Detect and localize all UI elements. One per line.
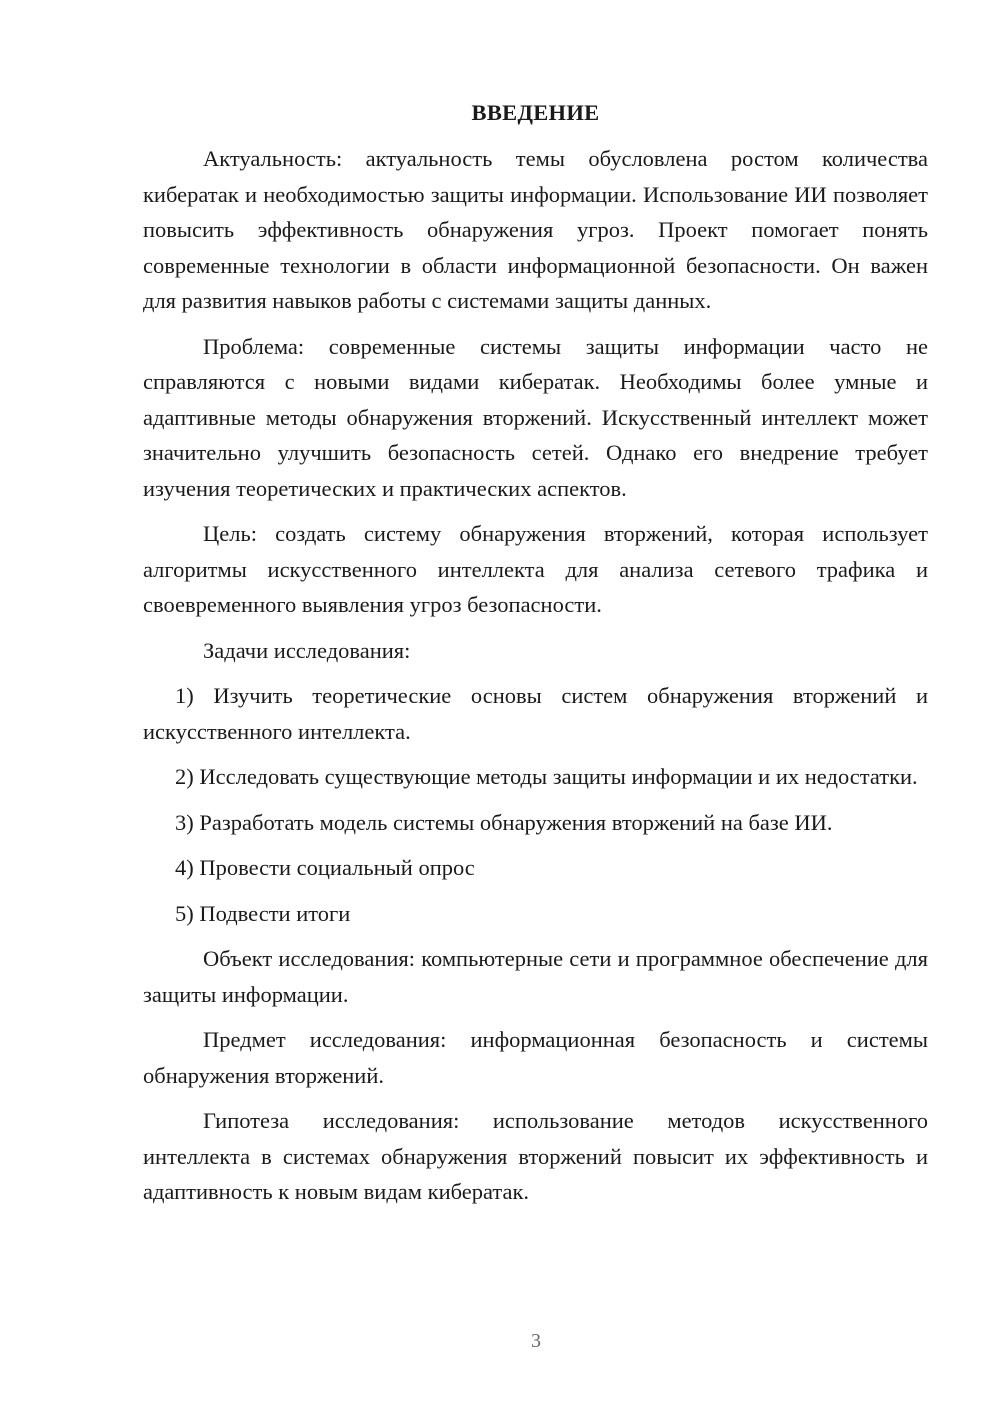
task-item-2: 2) Исследовать существующие методы защиты информации и их недостатки. bbox=[175, 764, 918, 789]
task-item-5: 5) Подвести итоги bbox=[175, 900, 351, 926]
page-title: ВВЕДЕНИЕ bbox=[471, 100, 600, 125]
subject-paragraph: Предмет исследования: информационная безопасность и системы обнаружения вторжений. bbox=[143, 1027, 928, 1088]
task-item-4: 4) Провести социальный опрос bbox=[175, 855, 475, 880]
goal-paragraph: Цель: создать систему обнаружения вторжений, которая использует алгоритмы искусственного интеллекта для анализа сетевого трафика и своевременного выявления угроз безопасности. bbox=[143, 521, 928, 617]
hypothesis-paragraph: Гипотеза исследования: использование методов искусственного интеллекта в системах обнаружения вторжений повысит их эффективность и адаптивность к новым видам кибератак. bbox=[143, 1108, 928, 1204]
page-content bbox=[143, 95, 928, 1210]
relevance-paragraph: Актуальность: актуальность темы обусловлена ростом количества кибератак и необходимостью защиты информации. Использование ИИ позволяет повысить эффективность обнаружения угроз. Проект помогает понять современные технологии в области информационной безопасности. Он важен для развития навыков работы с системами защиты данных. bbox=[143, 146, 928, 313]
page-number: 3 bbox=[531, 1330, 541, 1352]
problem-paragraph: Проблема: современные системы защиты информации часто не справляются с новыми видами кибератак. Необходимы более умные и адаптивные методы обнаружения вторжений. Искусственный интеллект может значительно улучшить безопасность сетей. Однако его внедрение требует изучения теоретических и практических аспектов. bbox=[143, 333, 928, 501]
task-item-1: 1) Изучить теоретические основы систем обнаружения вторжений и искусственного интеллекта. bbox=[143, 683, 928, 744]
task-item-3: 3) Разработать модель системы обнаружения вторжений на базе ИИ. bbox=[175, 809, 833, 835]
tasks-heading: Задачи исследования: bbox=[203, 637, 411, 663]
object-paragraph: Объект исследования: компьютерные сети и программное обеспечение для защиты информации. bbox=[143, 946, 928, 1007]
